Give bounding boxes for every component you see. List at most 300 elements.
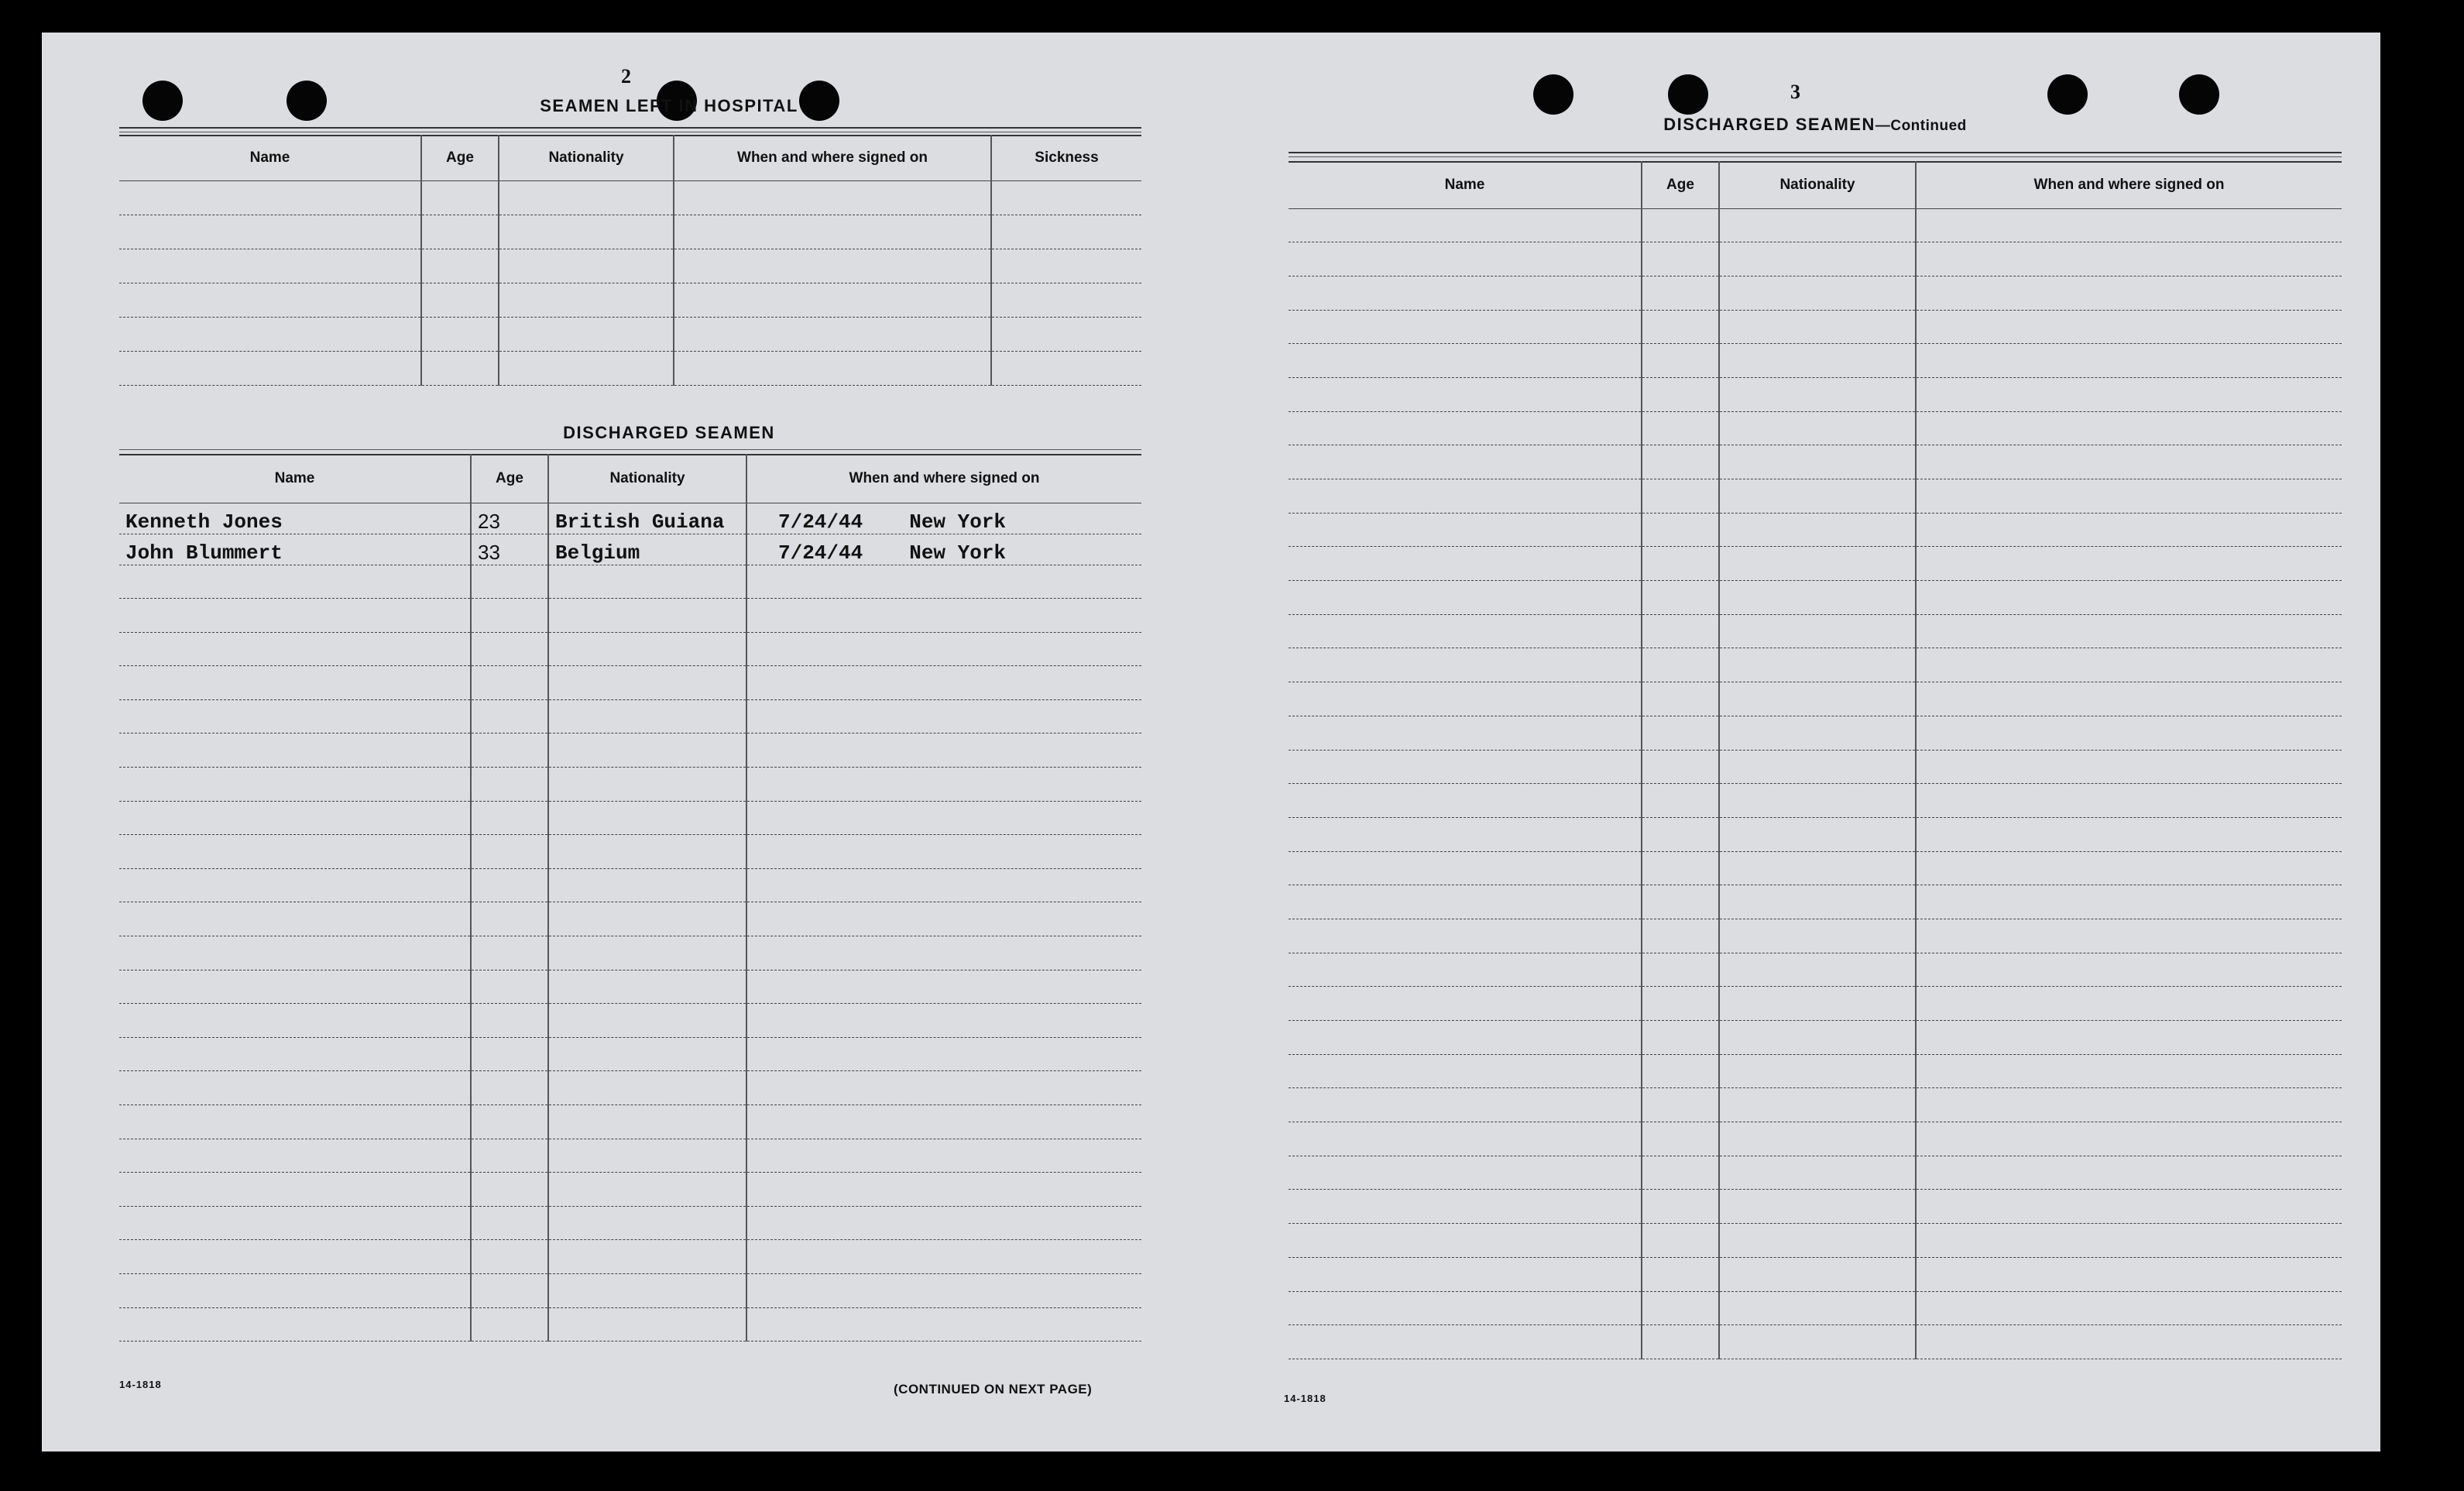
blank-cell [674, 180, 991, 215]
blank-cell [1642, 885, 1719, 919]
blank-cell [746, 970, 1141, 1004]
blank-row [119, 835, 1141, 869]
blank-cell [1916, 276, 2342, 310]
signed-on-date: 7/24/44 [778, 510, 863, 534]
blank-cell [1916, 310, 2342, 344]
blank-cell [1719, 479, 1916, 514]
blank-row [1289, 784, 2342, 818]
blank-cell [421, 249, 499, 283]
seaman-name: John Blummert [119, 534, 471, 565]
blank-cell [548, 1139, 746, 1173]
blank-row [119, 1037, 1141, 1071]
blank-cell [499, 351, 674, 385]
blank-cell [1916, 919, 2342, 953]
blank-cell [1916, 614, 2342, 648]
blank-row [1289, 682, 2342, 716]
blank-row [1289, 851, 2342, 885]
blank-cell [548, 835, 746, 869]
blank-cell [548, 1037, 746, 1071]
blank-cell [1642, 513, 1719, 547]
blank-cell [1289, 1224, 1642, 1258]
blank-cell [499, 215, 674, 249]
blank-cell [1916, 344, 2342, 378]
blank-cell [548, 902, 746, 936]
blank-row [119, 283, 1141, 317]
blank-cell [1289, 242, 1642, 277]
blank-cell [119, 1139, 471, 1173]
blank-row [1289, 310, 2342, 344]
blank-row [1289, 614, 2342, 648]
blank-row [1289, 479, 2342, 514]
blank-row [119, 317, 1141, 351]
col-header-nationality: Nationality [1719, 162, 1916, 208]
form-number-right: 14-1818 [1284, 1393, 1326, 1404]
blank-row [119, 666, 1141, 700]
blank-row [119, 1173, 1141, 1207]
punch-hole [2179, 74, 2219, 115]
blank-cell [119, 699, 471, 733]
blank-cell [746, 768, 1141, 802]
col-header-name: Name [119, 455, 471, 503]
blank-cell [1642, 682, 1719, 716]
blank-cell [499, 283, 674, 317]
blank-cell [548, 1273, 746, 1307]
blank-cell [1289, 614, 1642, 648]
blank-cell [1642, 817, 1719, 851]
col-header-sickness: Sickness [991, 136, 1141, 180]
blank-cell [1916, 1088, 2342, 1122]
blank-cell [1719, 1156, 1916, 1190]
blank-cell [1916, 987, 2342, 1021]
blank-cell [1289, 1291, 1642, 1325]
blank-row [1289, 817, 2342, 851]
blank-row [1289, 1156, 2342, 1190]
blank-cell [119, 835, 471, 869]
blank-cell [548, 666, 746, 700]
blank-row [1289, 1088, 2342, 1122]
blank-row [1289, 953, 2342, 987]
blank-cell [1289, 682, 1642, 716]
blank-cell [471, 1139, 548, 1173]
blank-cell [1719, 1257, 1916, 1291]
blank-row [119, 970, 1141, 1004]
title-rule [1289, 152, 2342, 153]
blank-cell [119, 801, 471, 835]
blank-cell [1719, 1088, 1916, 1122]
blank-row [1289, 987, 2342, 1021]
blank-cell [119, 1105, 471, 1139]
blank-row [119, 632, 1141, 666]
blank-cell [119, 1206, 471, 1240]
blank-cell [548, 868, 746, 902]
blank-cell [1719, 310, 1916, 344]
blank-cell [1642, 581, 1719, 615]
blank-cell [1719, 1224, 1916, 1258]
blank-cell [1719, 1054, 1916, 1088]
blank-cell [1642, 310, 1719, 344]
blank-cell [119, 868, 471, 902]
blank-cell [1719, 1291, 1916, 1325]
blank-cell [119, 1273, 471, 1307]
blank-cell [119, 1004, 471, 1038]
blank-cell [746, 1206, 1141, 1240]
blank-cell [746, 666, 1141, 700]
seaman-name: Kenneth Jones [119, 503, 471, 534]
blank-cell [1719, 885, 1916, 919]
blank-cell [1719, 276, 1916, 310]
page-number-left: 2 [621, 65, 631, 88]
blank-cell [1916, 750, 2342, 784]
blank-cell [1642, 1088, 1719, 1122]
blank-cell [1289, 885, 1642, 919]
blank-cell [471, 1307, 548, 1342]
blank-cell [746, 1105, 1141, 1139]
blank-cell [471, 902, 548, 936]
blank-cell [548, 565, 746, 599]
blank-cell [1642, 1156, 1719, 1190]
table-row [119, 503, 1141, 534]
blank-cell [421, 180, 499, 215]
blank-cell [1719, 1021, 1916, 1055]
col-header-name: Name [119, 136, 421, 180]
blank-cell [1289, 1257, 1642, 1291]
blank-row [1289, 919, 2342, 953]
blank-cell [991, 215, 1141, 249]
blank-cell [119, 902, 471, 936]
blank-cell [471, 1071, 548, 1105]
blank-cell [548, 801, 746, 835]
blank-cell [1289, 513, 1642, 547]
blank-cell [471, 733, 548, 768]
blank-cell [1289, 987, 1642, 1021]
discharged-table [119, 454, 1141, 1342]
seaman-signed-on [746, 503, 1141, 534]
hospital-section-title: SEAMEN LEFT IN HOSPITAL [540, 96, 798, 115]
blank-cell [1289, 919, 1642, 953]
blank-cell [1289, 445, 1642, 479]
blank-cell [471, 699, 548, 733]
blank-cell [991, 180, 1141, 215]
blank-cell [119, 565, 471, 599]
blank-cell [1719, 445, 1916, 479]
blank-cell [1289, 1190, 1642, 1224]
blank-cell [499, 317, 674, 351]
col-header-signed-on: When and where signed on [746, 455, 1141, 503]
page-number-right: 3 [1790, 81, 1800, 103]
blank-cell [1642, 344, 1719, 378]
blank-cell [1916, 716, 2342, 750]
blank-cell [119, 1071, 471, 1105]
blank-cell [1916, 1122, 2342, 1156]
blank-cell [1642, 1257, 1719, 1291]
blank-row [1289, 581, 2342, 615]
blank-row [1289, 1224, 2342, 1258]
blank-cell [674, 317, 991, 351]
blank-cell [1289, 648, 1642, 682]
blank-row [1289, 1257, 2342, 1291]
blank-cell [119, 768, 471, 802]
blank-cell [1719, 648, 1916, 682]
table-row [119, 534, 1141, 565]
blank-row [119, 801, 1141, 835]
blank-cell [1289, 276, 1642, 310]
blank-cell [1916, 1054, 2342, 1088]
blank-cell [1916, 581, 2342, 615]
blank-cell [1719, 208, 1916, 242]
blank-cell [1719, 614, 1916, 648]
blank-row [1289, 208, 2342, 242]
blank-cell [119, 1037, 471, 1071]
blank-cell [471, 599, 548, 633]
blank-cell [471, 868, 548, 902]
discharged-continued-title [1289, 115, 2342, 135]
blank-cell [421, 351, 499, 385]
blank-row [119, 351, 1141, 385]
blank-row [119, 1105, 1141, 1139]
blank-cell [471, 1273, 548, 1307]
blank-row [1289, 750, 2342, 784]
blank-cell [421, 283, 499, 317]
blank-cell [1719, 377, 1916, 411]
blank-cell [746, 801, 1141, 835]
blank-row [1289, 716, 2342, 750]
blank-cell [1719, 581, 1916, 615]
blank-cell [1289, 1122, 1642, 1156]
col-header-age: Age [421, 136, 499, 180]
blank-cell [1916, 817, 2342, 851]
blank-cell [1916, 1190, 2342, 1224]
blank-cell [1642, 242, 1719, 277]
blank-cell [1642, 919, 1719, 953]
title-suffix: —Continued [1875, 118, 1967, 134]
blank-cell [746, 835, 1141, 869]
signed-on-date: 7/24/44 [778, 541, 863, 565]
blank-cell [1642, 276, 1719, 310]
blank-row [119, 902, 1141, 936]
blank-cell [1719, 242, 1916, 277]
blank-cell [1719, 547, 1916, 581]
blank-row [119, 1307, 1141, 1342]
blank-cell [1916, 513, 2342, 547]
blank-cell [471, 835, 548, 869]
blank-row [1289, 885, 2342, 919]
blank-cell [421, 215, 499, 249]
blank-cell [1289, 1156, 1642, 1190]
blank-cell [674, 283, 991, 317]
blank-cell [1642, 479, 1719, 514]
blank-row [1289, 1054, 2342, 1088]
title-rule [119, 127, 1141, 129]
blank-cell [1642, 784, 1719, 818]
blank-cell [119, 599, 471, 633]
blank-cell [119, 249, 421, 283]
blank-cell [1719, 344, 1916, 378]
blank-row [119, 215, 1141, 249]
blank-cell [471, 1004, 548, 1038]
blank-cell [471, 970, 548, 1004]
blank-cell [471, 1105, 548, 1139]
blank-cell [119, 936, 471, 971]
blank-cell [1642, 377, 1719, 411]
col-header-nationality: Nationality [548, 455, 746, 503]
blank-cell [119, 351, 421, 385]
blank-cell [1642, 648, 1719, 682]
blank-cell [746, 733, 1141, 768]
blank-cell [548, 599, 746, 633]
blank-cell [1289, 208, 1642, 242]
blank-cell [1916, 1156, 2342, 1190]
blank-cell [1642, 1054, 1719, 1088]
blank-cell [499, 249, 674, 283]
blank-cell [1719, 716, 1916, 750]
blank-row [1289, 276, 2342, 310]
blank-cell [1916, 953, 2342, 987]
blank-row [1289, 513, 2342, 547]
blank-cell [119, 970, 471, 1004]
blank-cell [1289, 411, 1642, 445]
blank-cell [746, 1307, 1141, 1342]
blank-row [119, 1071, 1141, 1105]
col-header-age: Age [1642, 162, 1719, 208]
discharged-continued-table [1289, 161, 2342, 1359]
col-header-age: Age [471, 455, 548, 503]
title-rule [119, 449, 1141, 450]
blank-cell [119, 283, 421, 317]
blank-cell [1642, 1325, 1719, 1359]
blank-cell [1916, 547, 2342, 581]
form-number-left: 14-1818 [119, 1379, 162, 1390]
blank-cell [1289, 953, 1642, 987]
blank-cell [1719, 1190, 1916, 1224]
discharged-section-title: DISCHARGED SEAMEN [563, 423, 775, 442]
blank-row [119, 249, 1141, 283]
blank-cell [746, 1004, 1141, 1038]
blank-cell [1642, 987, 1719, 1021]
blank-row [1289, 1190, 2342, 1224]
blank-cell [1916, 242, 2342, 277]
blank-cell [471, 1037, 548, 1071]
blank-cell [1719, 1325, 1916, 1359]
blank-cell [674, 215, 991, 249]
blank-cell [746, 868, 1141, 902]
punch-hole [2047, 74, 2088, 115]
blank-cell [119, 733, 471, 768]
blank-cell [1642, 1291, 1719, 1325]
blank-cell [1289, 1021, 1642, 1055]
blank-cell [746, 699, 1141, 733]
blank-cell [1289, 750, 1642, 784]
blank-cell [1642, 953, 1719, 987]
blank-cell [1719, 750, 1916, 784]
blank-cell [471, 1206, 548, 1240]
blank-cell [1916, 885, 2342, 919]
blank-cell [119, 632, 471, 666]
blank-cell [674, 249, 991, 283]
blank-row [1289, 1325, 2342, 1359]
blank-row [119, 1206, 1141, 1240]
blank-cell [1289, 1054, 1642, 1088]
blank-cell [746, 632, 1141, 666]
blank-row [1289, 1122, 2342, 1156]
blank-cell [1916, 377, 2342, 411]
blank-cell [1916, 1291, 2342, 1325]
blank-cell [1289, 479, 1642, 514]
blank-row [1289, 344, 2342, 378]
blank-cell [471, 801, 548, 835]
blank-cell [499, 180, 674, 215]
blank-cell [471, 768, 548, 802]
blank-cell [991, 351, 1141, 385]
blank-cell [991, 283, 1141, 317]
blank-cell [746, 1037, 1141, 1071]
blank-row [1289, 1021, 2342, 1055]
blank-cell [746, 1273, 1141, 1307]
blank-row [119, 733, 1141, 768]
blank-cell [548, 1206, 746, 1240]
blank-cell [471, 565, 548, 599]
punch-hole [1533, 74, 1573, 115]
blank-cell [1642, 1224, 1719, 1258]
blank-cell [548, 1307, 746, 1342]
blank-cell [119, 215, 421, 249]
blank-row [119, 565, 1141, 599]
blank-cell [548, 733, 746, 768]
blank-row [1289, 648, 2342, 682]
blank-cell [548, 1240, 746, 1274]
blank-cell [1289, 547, 1642, 581]
title-rule [1289, 156, 2342, 157]
blank-cell [1916, 648, 2342, 682]
blank-cell [119, 317, 421, 351]
document-sheet [42, 33, 2380, 1451]
blank-cell [471, 666, 548, 700]
blank-cell [1289, 851, 1642, 885]
blank-cell [1916, 1224, 2342, 1258]
blank-cell [471, 1240, 548, 1274]
blank-cell [1289, 1088, 1642, 1122]
hospital-table [119, 135, 1141, 386]
col-header-nationality: Nationality [499, 136, 674, 180]
seaman-nationality: Belgium [548, 534, 746, 565]
blank-cell [746, 936, 1141, 971]
blank-cell [1916, 411, 2342, 445]
blank-row [119, 1004, 1141, 1038]
blank-row [1289, 411, 2342, 445]
blank-cell [1719, 784, 1916, 818]
blank-cell [119, 180, 421, 215]
blank-cell [119, 666, 471, 700]
blank-cell [746, 565, 1141, 599]
blank-cell [1719, 851, 1916, 885]
blank-cell [1719, 1122, 1916, 1156]
blank-cell [1719, 513, 1916, 547]
punch-hole [1668, 74, 1708, 115]
blank-cell [674, 351, 991, 385]
blank-cell [548, 1071, 746, 1105]
blank-cell [1642, 851, 1719, 885]
blank-row [1289, 547, 2342, 581]
blank-cell [1916, 784, 2342, 818]
title-text: DISCHARGED SEAMEN [1663, 115, 1875, 134]
blank-cell [1289, 377, 1642, 411]
blank-cell [991, 317, 1141, 351]
signed-on-place: New York [909, 510, 1007, 534]
blank-cell [1289, 784, 1642, 818]
blank-cell [1642, 716, 1719, 750]
blank-cell [1289, 817, 1642, 851]
blank-cell [1642, 208, 1719, 242]
blank-row [1289, 1291, 2342, 1325]
